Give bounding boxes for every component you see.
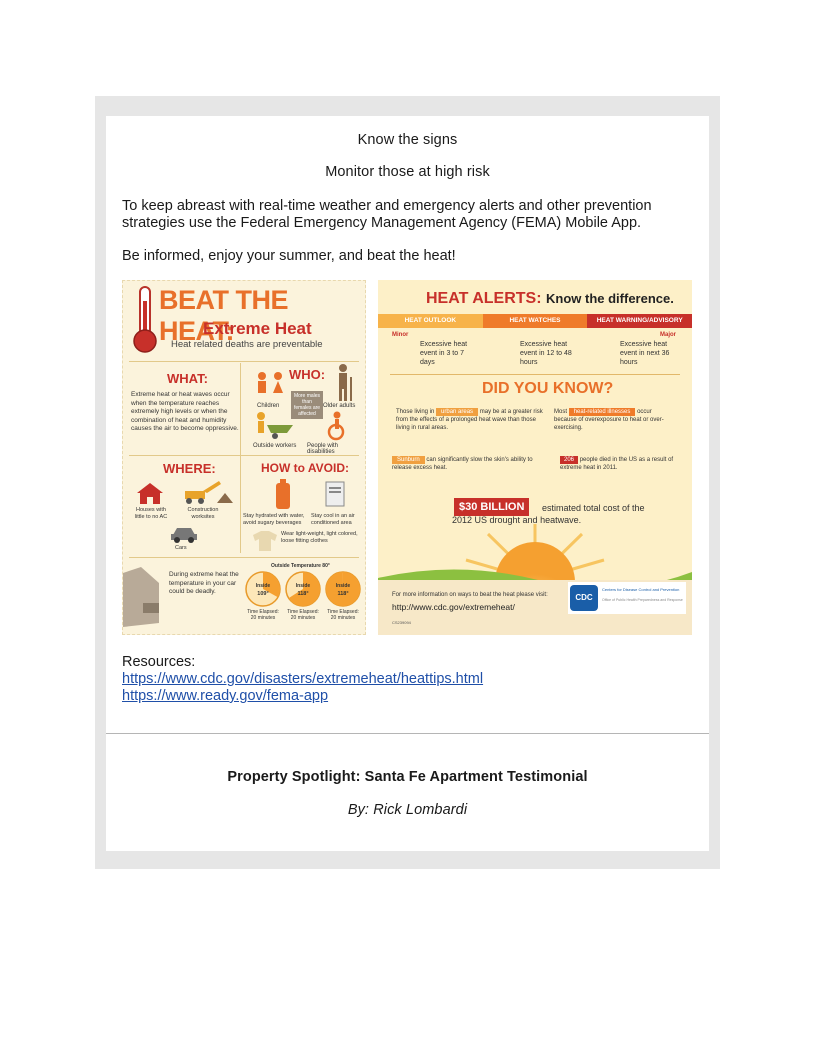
temperature-gauges	[243, 569, 363, 609]
thirty-billion-highlight: $30 BILLION	[454, 498, 529, 516]
section-divider	[106, 733, 709, 734]
who-disabilities-label: People with disabilities	[307, 443, 339, 455]
avoid-hydrate-label: Stay hydrated with water, avoid sugary beverages	[243, 513, 305, 526]
who-older-label: Older adults	[323, 403, 356, 409]
construction-icon	[181, 479, 235, 505]
byline: By: Rick Lombardi	[347, 802, 468, 818]
older-adult-icon	[331, 363, 355, 403]
water-bottle-icon	[273, 479, 293, 511]
avoid-clothes-label: Wear light-weight, light colored, loose fitting clothes	[281, 531, 358, 544]
more-info-text: For more information on ways to beat the heat please visit:	[392, 592, 548, 598]
divider	[129, 361, 359, 362]
cdc-name: Centers for Disease Control and Prevention	[602, 587, 680, 592]
heat-watches-bar: HEAT WATCHES	[483, 314, 588, 328]
divider	[129, 455, 359, 456]
gauge-label: Time Elapsed: 20 minutes	[247, 609, 279, 621]
know-signs-line: Know the signs	[357, 132, 458, 148]
divider	[390, 374, 680, 375]
be-informed-paragraph: Be informed, enjoy your summer, and beat the heat!	[122, 248, 456, 264]
gauge-label: Time Elapsed: 20 minutes	[287, 609, 319, 621]
gauge-temp-label: 118°	[337, 591, 349, 597]
gauge-temp-label: 109°	[257, 591, 269, 597]
what-text: Extreme heat or heat waves occur when the temperature reaches extremely high levels or when the combination of heat and humidity causes the air to become oppressive.	[131, 391, 239, 432]
fema-paragraph: To keep abreast with real-time weather and emergency alerts and other prevention strategies use the Federal Emergency Management Agency (FEMA) Mobile App.	[122, 198, 652, 231]
did-you-know-heading: DID YOU KNOW?	[482, 380, 614, 397]
fact-sunburn: Sunburn can significantly slow the skin's ability to release excess heat.	[392, 457, 533, 471]
clothes-icon	[249, 529, 281, 553]
where-heading: WHERE:	[163, 461, 216, 476]
fact-deaths: 206 people died in the US as a result of extreme heat in 2011.	[560, 457, 674, 471]
beat-the-heat-infographic	[122, 280, 366, 635]
cdc-logo: CDC	[570, 585, 598, 611]
extreme-heat-subtitle: Extreme Heat	[203, 319, 312, 338]
newsletter-page	[106, 116, 709, 851]
gauge-label: Time Elapsed: 20 minutes	[327, 609, 359, 621]
outlook-text: Excessive heat event in 3 to 7 days	[420, 341, 468, 366]
car-heat-text: During extreme heat the temperature in your car could be deadly.	[169, 571, 239, 595]
where-construction-label: Construction worksites	[187, 507, 219, 520]
fema-app-link[interactable]: https://www.ready.gov/fema-app	[122, 688, 329, 704]
car-silhouette-icon	[123, 563, 165, 633]
cdc-logo-box	[568, 582, 686, 614]
children-icon	[253, 371, 289, 401]
gauge-inside-label: Inside	[255, 583, 271, 589]
house-icon	[135, 481, 165, 505]
avoid-cool-label: Stay cool in an air conditioned area	[311, 513, 355, 526]
cdc-url[interactable]: http://www.cdc.gov/extremeheat/	[392, 602, 515, 612]
heat-warning-bar: HEAT WARNING/ADVISORY	[587, 314, 692, 328]
warning-text: Excessive heat event in next 36 hours	[620, 341, 670, 366]
minor-label: Minor	[392, 332, 409, 338]
billion-text: estimated total cost of the 2012 US drought and heatwave.	[452, 503, 645, 525]
gauge-inside-label: Inside	[335, 583, 351, 589]
car-icon	[169, 525, 199, 543]
watch-text: Excessive heat event in 12 to 48 hours	[520, 341, 572, 366]
cdc-sub: Office of Public Health Preparedness and Response	[602, 598, 683, 602]
who-note: More males than females are affected	[291, 391, 323, 419]
who-outdoor-label: Outside workers	[253, 443, 297, 449]
thermometer-icon	[131, 285, 159, 355]
wheelchair-icon	[323, 411, 353, 441]
heat-alerts-title: HEAT ALERTS: Know the difference.	[426, 290, 674, 307]
gauge-inside-label: Inside	[295, 583, 311, 589]
divider	[240, 363, 241, 553]
gauge-labels	[243, 609, 363, 633]
alert-levels-bar	[378, 314, 692, 328]
resources-label: Resources:	[122, 654, 196, 670]
fact-illnesses: Most heat-related illnesses occur because of overexposure to heat or over-exercising.	[554, 409, 664, 431]
spotlight-title: Property Spotlight: Santa Fe Apartment Testimonial	[227, 769, 588, 785]
who-children-label: Children	[257, 403, 280, 409]
document-code: CS239094	[392, 620, 411, 625]
outside-temperature: Outside Temperature 80°	[271, 563, 330, 569]
heat-alerts-infographic	[378, 280, 692, 635]
major-label: Major	[660, 332, 677, 338]
gauge-temp-label: 118°	[297, 591, 309, 597]
divider	[129, 557, 359, 558]
where-cars-label: Cars	[175, 545, 187, 551]
air-conditioner-icon	[325, 481, 345, 507]
fact-urban: Those living in urban areas may be at a greater risk from the effects of a prolonged heat wave than those living in rural areas.	[396, 409, 543, 431]
wheelbarrow-icon	[253, 411, 297, 441]
cdc-heattips-link[interactable]: https://www.cdc.gov/disasters/extremeheat/heattips.html	[122, 671, 484, 687]
heat-outlook-bar: HEAT OUTLOOK	[378, 314, 483, 328]
who-heading: WHO:	[289, 367, 326, 382]
beat-heat-title: BEAT THE HEAT:	[159, 285, 288, 346]
monitor-risk-line: Monitor those at high risk	[325, 164, 490, 180]
what-heading: WHAT:	[167, 371, 208, 386]
avoid-heading: HOW to AVOID:	[261, 461, 349, 475]
heat-deaths-tagline: Heat related deaths are preventable	[171, 339, 323, 350]
where-houses-label: Houses with little to no AC	[134, 507, 168, 520]
resource-links	[122, 671, 702, 705]
